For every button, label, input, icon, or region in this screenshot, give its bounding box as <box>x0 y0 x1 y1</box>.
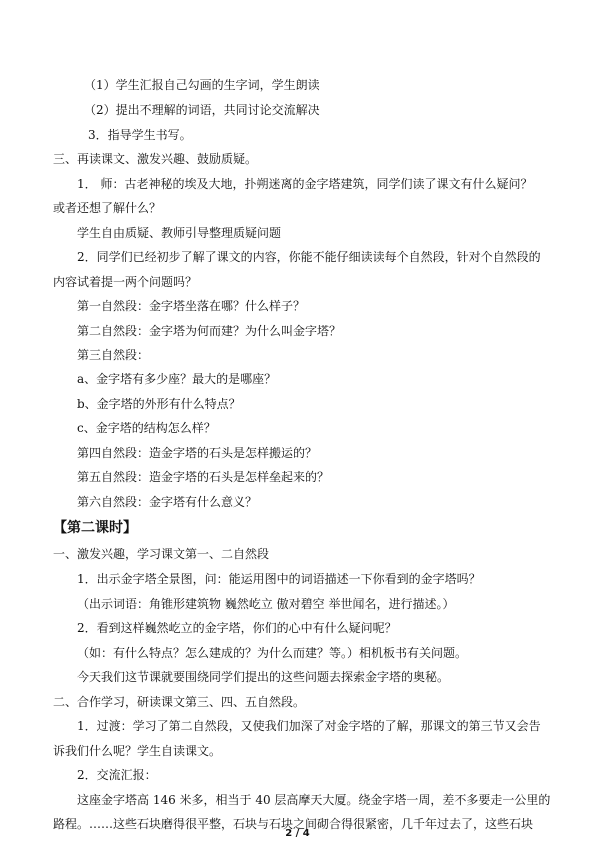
section-heading: 二、合作学习，研读课文第三、四、五自然段。 <box>53 695 306 709</box>
text-line: 内容试着提一两个问题吗？ <box>53 275 198 289</box>
text-line: 1．出示金字塔全景图，问：能运用图中的词语描述一下你看到的金字塔吗？ <box>77 572 481 586</box>
text-line: 第二自然段：金字塔为何而建？为什么叫金字塔？ <box>77 324 342 338</box>
lesson-heading: 【第二课时】 <box>53 520 137 536</box>
text-line: （2）提出不理解的词语，共同讨论交流解决 <box>84 103 320 117</box>
text-line: 1． 师：古老神秘的埃及大地，扑朔迷离的金字塔建筑，同学们读了课文有什么疑问？ <box>77 177 533 191</box>
text-line: a、金字塔有多少座？最大的是哪座？ <box>77 372 277 386</box>
text-line: 今天我们这节课就要围绕同学们提出的这些问题去探索金字塔的奥秘。 <box>77 670 450 684</box>
section-heading: 三、再读课文、激发兴趣、鼓励质疑。 <box>53 152 258 166</box>
text-line: （1）学生汇报自己勾画的生字词，学生朗读 <box>84 78 320 92</box>
text-line: 第一自然段：金字塔坐落在哪？什么样子？ <box>77 299 306 313</box>
text-line: 或者还想了解什么？ <box>53 201 162 215</box>
text-line: 第三自然段： <box>77 348 150 362</box>
text-line: c、金字塔的结构怎么样？ <box>77 421 216 435</box>
text-line: 2．看到这样巍然屹立的金字塔，你们的心中有什么疑问呢？ <box>77 621 397 635</box>
text-line: 诉我们什么呢？学生自读课文。 <box>53 744 222 758</box>
text-line: 第四自然段：造金字塔的石头是怎样搬运的？ <box>77 446 318 460</box>
text-line: 这座金字塔高 146 米多，相当于 40 层高摩天大厦。绕金字塔一周，差不多要走一公里的 <box>77 793 551 807</box>
text-line: 学生自由质疑、教师引导整理质疑问题 <box>77 226 282 240</box>
text-line: 3．指导学生书写。 <box>88 128 192 142</box>
text-line: b、金字塔的外形有什么特点？ <box>77 397 241 411</box>
text-line: （出示词语：角锥形建筑物 巍然屹立 傲对碧空 举世闻名，进行描述。） <box>77 597 455 611</box>
text-line: （如：有什么特点？怎么建成的？为什么而建？等。）相机板书有关问题。 <box>77 646 468 660</box>
page-number: 2 / 4 <box>285 828 310 839</box>
text-line: 第五自然段：造金字塔的石头是怎样垒起来的？ <box>77 470 330 484</box>
text-line: 2．同学们已经初步了解了课文的内容，你能不能仔细读读每个自然段，针对个自然段的 <box>77 250 541 264</box>
text-line: 路程。……这些石块磨得很平整，石块与石块之间砌合得很紧密，几千年过去了，这些石块 <box>53 817 534 831</box>
section-heading: 一、激发兴趣，学习课文第一、二自然段 <box>53 547 270 561</box>
text-line: 2．交流汇报： <box>77 768 157 782</box>
text-line: 第六自然段：金字塔有什么意义？ <box>77 495 258 509</box>
text-line: 1．过渡：学习了第二自然段，又使我们加深了对金字塔的了解，那课文的第三节又会告 <box>77 719 541 733</box>
